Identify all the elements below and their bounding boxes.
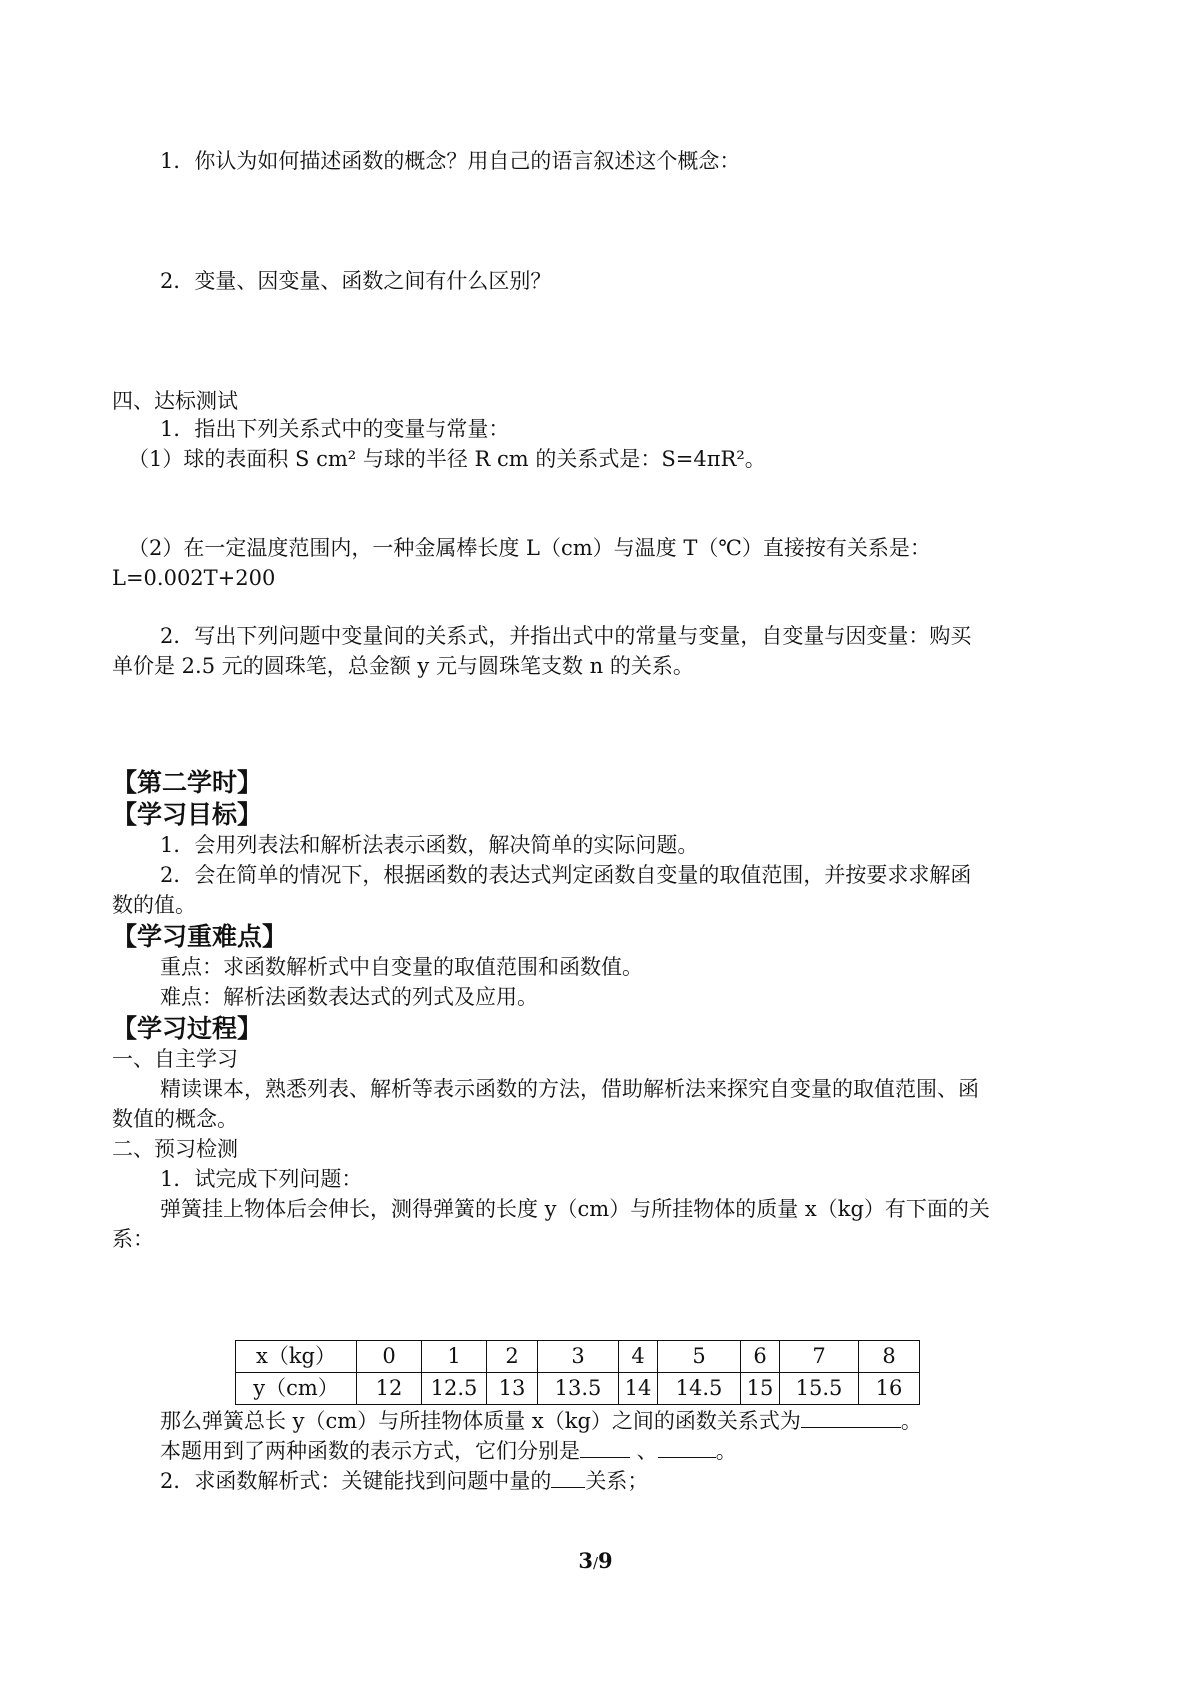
table-cell: 16	[859, 1373, 920, 1405]
page-number	[0, 1548, 1191, 1573]
answer-blank[interactable]	[551, 1467, 585, 1488]
fill-in-methods	[160, 1436, 737, 1466]
table-row	[236, 1373, 920, 1405]
key-point: 重点：求函数解析式中自变量的取值范围和函数值。	[160, 955, 643, 979]
test-question-1-part-2-line2: L=0.002T+200	[112, 566, 276, 590]
spring-description-line2: 系：	[112, 1227, 154, 1251]
page-current: 3	[578, 1548, 593, 1573]
question-function-concept: 1．你认为如何描述函数的概念？用自己的语言叙述这个概念：	[160, 149, 741, 173]
section-title-preview: 二、预习检测	[112, 1137, 238, 1161]
table-cell: 5	[658, 1341, 741, 1373]
table-cell: y（cm）	[236, 1373, 357, 1405]
table-row	[236, 1341, 920, 1373]
page-separator: /	[592, 1554, 599, 1572]
answer-blank[interactable]	[801, 1407, 901, 1428]
section-title-self-study: 一、自主学习	[112, 1047, 238, 1071]
table-cell: 6	[741, 1341, 780, 1373]
heading-learning-process: 【学习过程】	[112, 1014, 263, 1043]
table-cell: 7	[780, 1341, 859, 1373]
answer-blank[interactable]	[580, 1437, 630, 1458]
table-cell: 4	[619, 1341, 658, 1373]
fill-in-analytic	[160, 1466, 648, 1496]
test-question-2-line2: 单价是 2.5 元的圆珠笔，总金额 y 元与圆珠笔支数 n 的关系。	[112, 654, 694, 678]
table-cell: 13	[487, 1373, 538, 1405]
table-cell: 15	[741, 1373, 780, 1405]
table-cell: 14	[619, 1373, 658, 1405]
hard-point: 难点：解析法函数表达式的列式及应用。	[160, 985, 538, 1009]
section-title-test: 四、达标测试	[112, 389, 238, 413]
goal-2-line1: 2．会在简单的情况下，根据函数的表达式判定函数自变量的取值范围，并按要求求解函	[160, 863, 972, 887]
table-cell: 2	[487, 1341, 538, 1373]
table-cell: 3	[538, 1341, 619, 1373]
goal-1: 1．会用列表法和解析法表示函数，解决简单的实际问题。	[160, 833, 699, 857]
table-cell: 15.5	[780, 1373, 859, 1405]
test-question-1: 1．指出下列关系式中的变量与常量：	[160, 417, 510, 441]
fill-in-relation-text: 那么弹簧总长 y（cm）与所挂物体质量 x（kg）之间的函数关系式为	[160, 1409, 801, 1433]
table-cell: 13.5	[538, 1373, 619, 1405]
spring-description-line1: 弹簧挂上物体后会伸长，测得弹簧的长度 y（cm）与所挂物体的质量 x（kg）有下面的关	[160, 1197, 990, 1221]
test-question-2-line1: 2．写出下列问题中变量间的关系式，并指出式中的常量与变量，自变量与因变量：购买	[160, 624, 972, 648]
table-cell: 12.5	[422, 1373, 487, 1405]
self-study-line2: 数值的概念。	[112, 1107, 238, 1131]
table-cell: 14.5	[658, 1373, 741, 1405]
fill-in-analytic-text: 2．求函数解析式：关键能找到问题中量的	[160, 1469, 552, 1493]
table-cell: 0	[357, 1341, 422, 1373]
fill-in-analytic-end: 关系；	[585, 1469, 649, 1493]
spring-data-table	[235, 1340, 920, 1405]
table-cell: x（kg）	[236, 1341, 357, 1373]
question-variable-difference: 2．变量、因变量、函数之间有什么区别？	[160, 269, 552, 293]
table-cell: 1	[422, 1341, 487, 1373]
fill-in-methods-sep: 、	[630, 1439, 658, 1463]
fill-in-relation	[160, 1406, 922, 1436]
fill-in-methods-text: 本题用到了两种函数的表示方式，它们分别是	[160, 1439, 580, 1463]
answer-blank[interactable]	[658, 1437, 716, 1458]
heading-key-points: 【学习重难点】	[112, 922, 288, 951]
goal-2-line2: 数的值。	[112, 893, 196, 917]
preview-question-1: 1．试完成下列问题：	[160, 1167, 363, 1191]
table-cell: 12	[357, 1373, 422, 1405]
table-cell: 8	[859, 1341, 920, 1373]
fill-in-methods-end: 。	[715, 1439, 737, 1463]
self-study-line1: 精读课本，熟悉列表、解析等表示函数的方法，借助解析法来探究自变量的取值范围、函	[160, 1077, 979, 1101]
heading-second-lesson: 【第二学时】	[112, 768, 263, 797]
fill-in-relation-end: 。	[900, 1409, 922, 1433]
heading-learning-goals: 【学习目标】	[112, 800, 263, 829]
page-total: 9	[598, 1548, 613, 1573]
test-question-1-part-2-line1: （2）在一定温度范围内，一种金属棒长度 L（cm）与温度 T（℃）直接按有关系是：	[128, 536, 931, 560]
test-question-1-part-1: （1）球的表面积 S cm² 与球的半径 R cm 的关系式是：S=4πR²。	[128, 447, 766, 471]
